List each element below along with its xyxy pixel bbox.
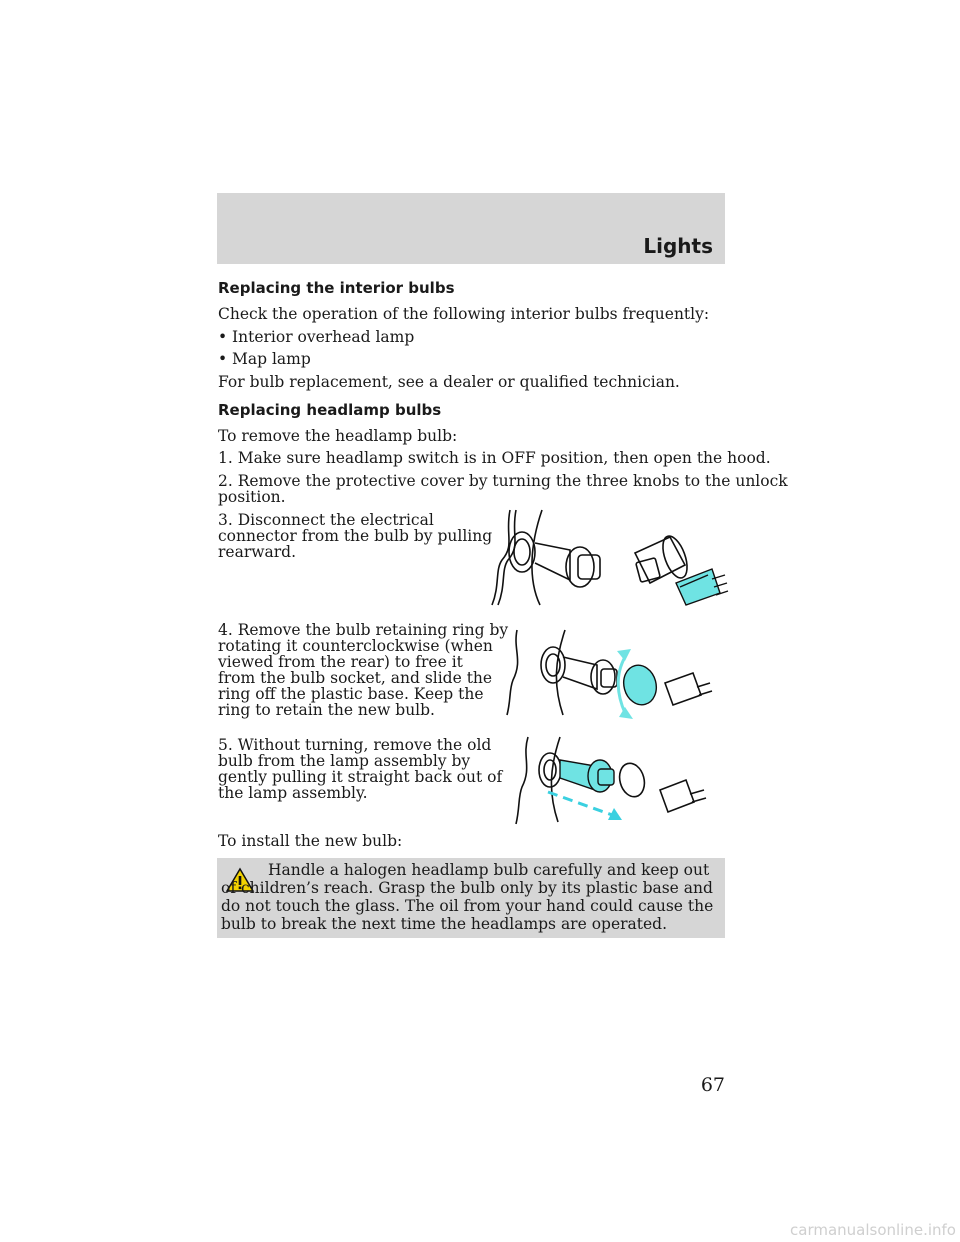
retaining-ring-illustration (505, 625, 725, 725)
section-header-band (217, 193, 725, 264)
step-2-line-1: 2. Remove the protective cover by turning the three knobs to the unlock (218, 472, 788, 490)
step-1: 1. Make sure headlamp switch is in OFF position, then open the hood. (218, 449, 771, 467)
disconnect-connector-illustration (480, 505, 730, 615)
headlamp-intro: To remove the headlamp bulb: (218, 427, 458, 445)
interior-intro: Check the operation of the following interior bulbs frequently: (218, 305, 710, 323)
bullet-item (218, 350, 311, 368)
step-4-line: 4. Remove the bulb retaining ring by (218, 621, 509, 639)
step-2-line-2: position. (218, 488, 286, 506)
step-3-line: rearward. (218, 543, 296, 561)
bullet-text: Interior overhead lamp (232, 328, 415, 346)
warning-box (217, 858, 725, 938)
step-5-line: gently pulling it straight back out of (218, 768, 503, 786)
step-4-line: from the bulb socket, and slide the (218, 669, 493, 687)
bullet-text: Map lamp (232, 350, 311, 368)
step-5-line: bulb from the lamp assembly by (218, 752, 471, 770)
step-5-line: the lamp assembly. (218, 784, 368, 802)
interior-note: For bulb replacement, see a dealer or qualified technician. (218, 373, 680, 391)
bullet-marker: • (218, 328, 228, 346)
bullet-marker: • (218, 350, 228, 368)
watermark: carmanualsonline.info (790, 1221, 956, 1239)
install-intro: To install the new bulb: (218, 832, 403, 850)
step-3-line: connector from the bulb by pulling (218, 527, 493, 545)
step-4-line: ring off the plastic base. Keep the (218, 685, 484, 703)
interior-heading: Replacing the interior bulbs (218, 279, 455, 297)
warning-text: Handle a halogen headlamp bulb carefully and keep out of children’s reach. Grasp the bulb only by its plastic base and do not touch the glass. The oil from your hand could cause the bulb to break the next time the headlamps are operated. (221, 861, 714, 933)
step-4-line: ring to retain the new bulb. (218, 701, 435, 719)
bullet-item (218, 328, 414, 346)
step-5-line: 5. Without turning, remove the old (218, 736, 492, 754)
remove-bulb-illustration (510, 732, 710, 827)
headlamp-heading: Replacing headlamp bulbs (218, 401, 442, 419)
step-3-line: 3. Disconnect the electrical (218, 511, 434, 529)
page-number: 67 (700, 1074, 725, 1096)
step-4-line: rotating it counterclockwise (when (218, 637, 493, 655)
step-4-line: viewed from the rear) to free it (218, 653, 463, 671)
section-title: Lights (643, 234, 713, 258)
